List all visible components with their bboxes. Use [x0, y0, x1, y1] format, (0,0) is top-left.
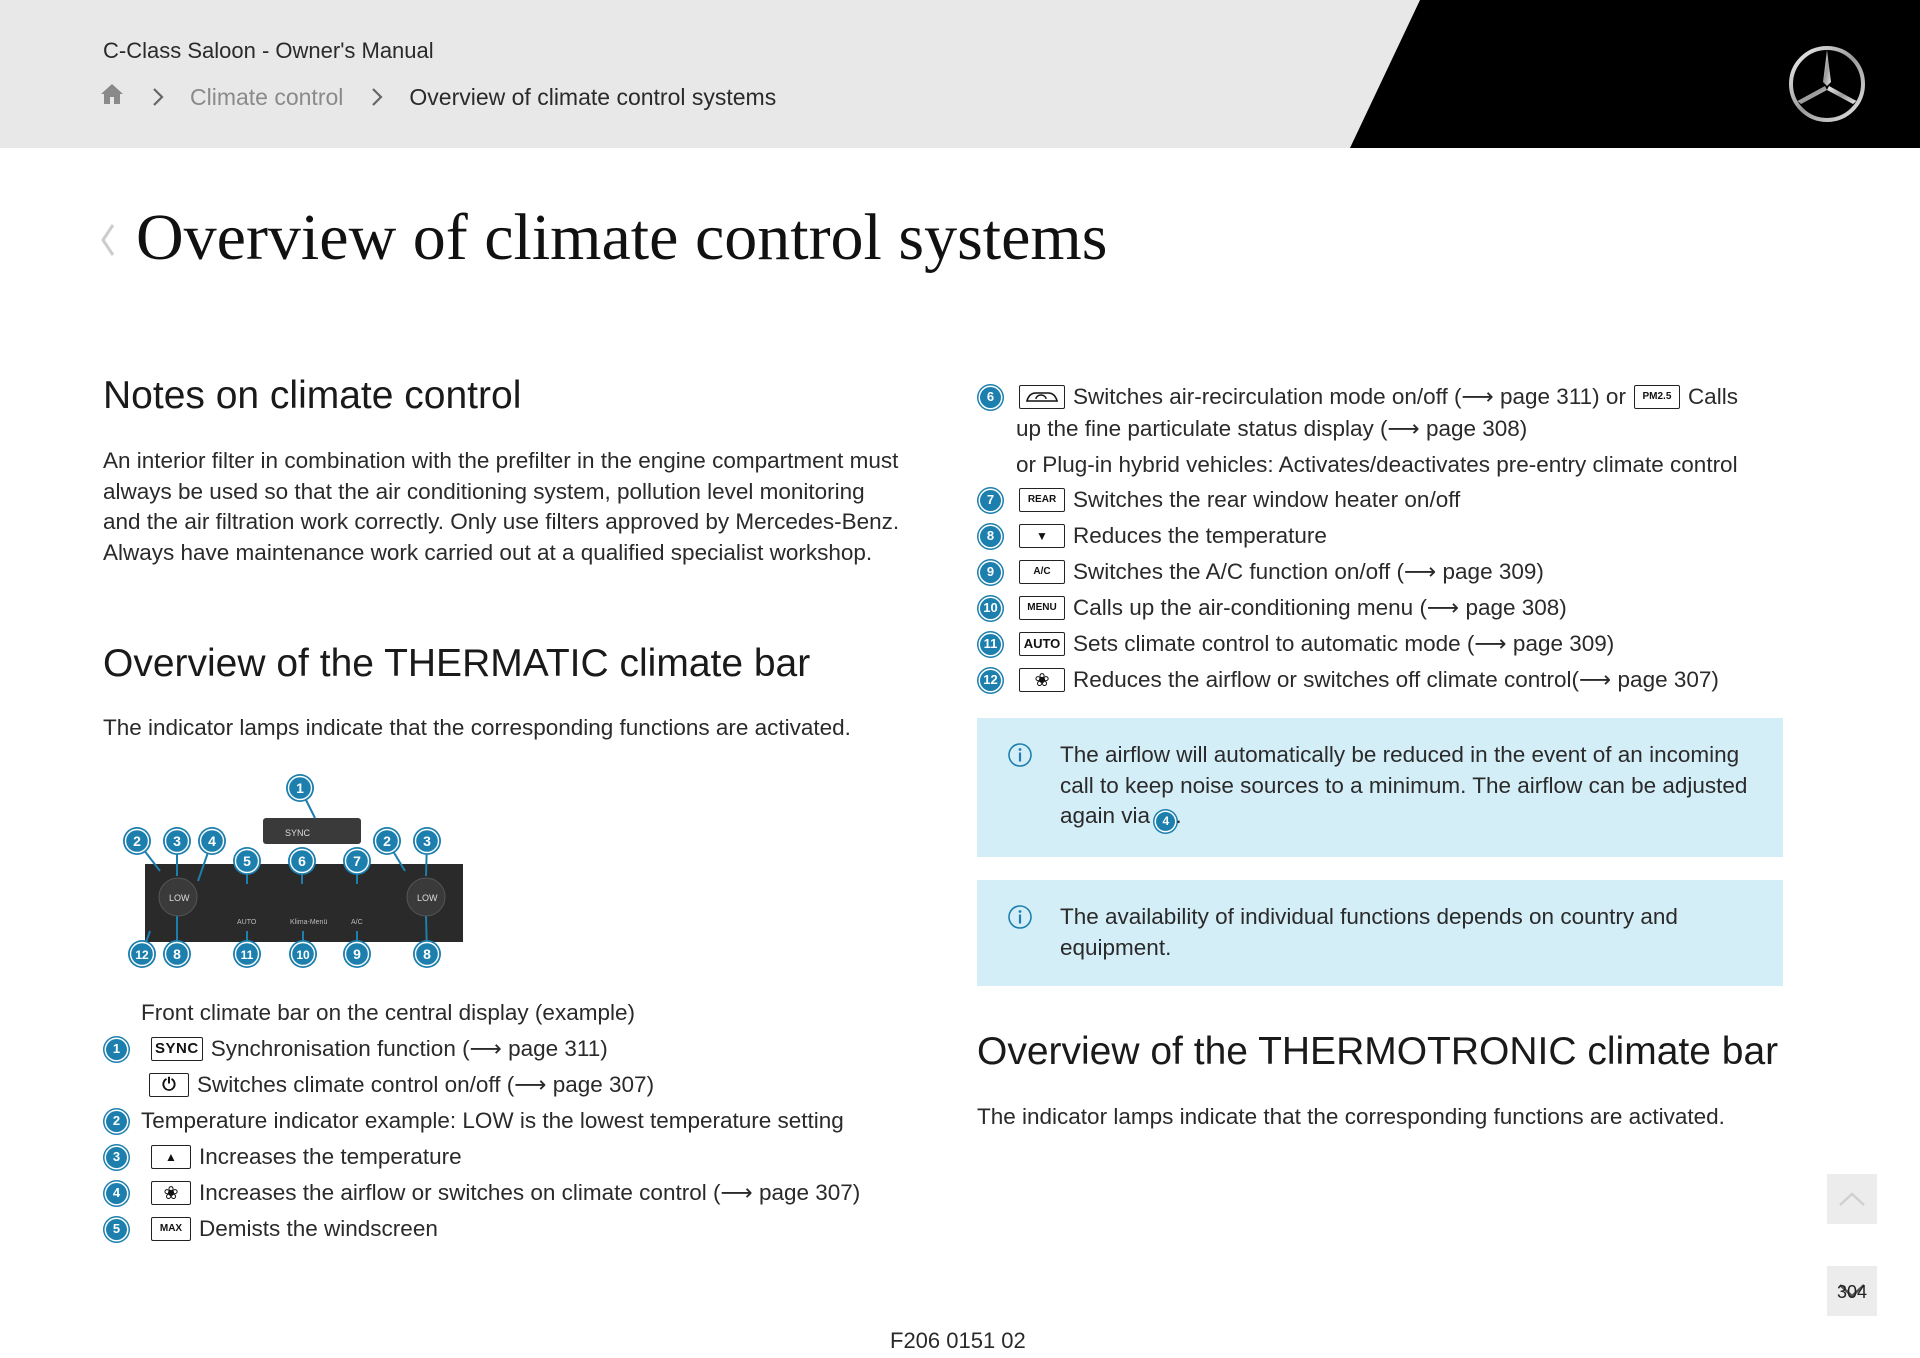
callout-number: 5 — [106, 1219, 127, 1240]
info-icon — [1007, 742, 1033, 773]
ac-label: A/C — [351, 919, 363, 926]
info-text-tail: . — [1175, 803, 1182, 828]
legend-item-6-hybrid — [1016, 450, 1738, 480]
back-chevron-icon[interactable] — [100, 222, 116, 263]
info-text-body: The airflow will automatically be reduced in the event of an incoming call to keep noise sources to a minimum. The airflow can be adjusted again via — [1060, 742, 1748, 828]
breadcrumb-link-climate-control[interactable]: Climate control — [190, 83, 344, 110]
legend-item-11 — [980, 629, 1614, 659]
legend-text: Demists the windscreen — [199, 1216, 438, 1241]
legend-text: Switches air-recirculation mode on/off (⟶ page 311) or — [1073, 384, 1626, 409]
callout-number: 2 — [106, 1111, 127, 1132]
fan-icon: ❀ — [1019, 668, 1065, 692]
legend-text: Synchronisation function (⟶ page 311) — [210, 1036, 608, 1061]
legend-text: Increases the temperature — [199, 1144, 462, 1169]
legend-item-6-cont — [1016, 414, 1527, 444]
callout-label: 6 — [298, 853, 306, 869]
legend-item-3 — [106, 1142, 462, 1172]
temperature-down-icon: ▼ — [1019, 524, 1065, 548]
legend-item-9 — [980, 557, 1544, 587]
legend-text: Calls — [1687, 384, 1738, 409]
callout-label: 2 — [133, 833, 141, 849]
section-heading-notes: Notes on climate control — [103, 374, 522, 417]
breadcrumb-current: Overview of climate control systems — [409, 83, 777, 110]
legend-item-4 — [106, 1178, 860, 1208]
page-title: Overview of climate control systems — [136, 201, 1108, 274]
thermotronic-intro: The indicator lamps indicate that the corresponding functions are activated. — [977, 1104, 1725, 1129]
callout-label: 10 — [296, 948, 310, 962]
page-number: 304 — [1837, 1282, 1868, 1302]
callout-label: 4 — [208, 833, 216, 849]
section-heading-thermatic: Overview of the THERMATIC climate bar — [103, 642, 811, 685]
info-text — [1060, 740, 1750, 832]
scroll-down-button[interactable] — [1827, 1266, 1877, 1316]
legend-text: Sets climate control to automatic mode (⟶ page 309) — [1073, 631, 1615, 656]
home-icon[interactable] — [100, 82, 124, 112]
auto-button-icon: AUTO — [1019, 632, 1065, 656]
illustration-caption: Front climate bar on the central display (example) — [141, 1000, 635, 1025]
callout-number: 9 — [980, 562, 1001, 583]
callout-label: 7 — [353, 853, 361, 869]
callout-number: 4 — [106, 1183, 127, 1204]
climate-menu-icon: MENU — [1019, 596, 1065, 620]
chevron-right-icon — [371, 87, 383, 107]
callout-label: 12 — [135, 948, 149, 962]
power-button-icon: ⏻ — [149, 1073, 189, 1097]
callout-label: 3 — [423, 833, 431, 849]
klima-label: Klima-Menü — [290, 919, 328, 926]
info-box-airflow — [977, 718, 1783, 857]
legend-text: Reduces the temperature — [1073, 523, 1327, 548]
legend-item-8 — [980, 521, 1327, 551]
chevron-right-icon — [152, 87, 164, 107]
legend-item-10 — [980, 593, 1567, 623]
callout-number: 6 — [980, 387, 1001, 408]
manual-title: C-Class Saloon - Owner's Manual — [103, 38, 434, 63]
callout-number: 10 — [980, 598, 1001, 619]
auto-label: AUTO — [237, 919, 257, 926]
legend-item-1 — [106, 1034, 608, 1064]
fan-icon: ❀ — [151, 1181, 191, 1205]
chevron-up-icon — [1838, 1191, 1866, 1207]
legend-item-7 — [980, 485, 1460, 515]
legend-item-power — [106, 1070, 654, 1100]
thermatic-intro: The indicator lamps indicate that the corresponding functions are activated. — [103, 715, 851, 740]
breadcrumb — [100, 80, 776, 114]
legend-text: Reduces the airflow or switches off climate control(⟶ page 307) — [1073, 667, 1719, 692]
mercedes-star-logo — [1787, 44, 1867, 124]
legend-item-2 — [106, 1106, 844, 1136]
legend-text: up the fine particulate status display (⟶ page 308) — [1016, 416, 1528, 441]
legend-text: Switches the rear window heater on/off — [1073, 487, 1461, 512]
sync-button-icon: SYNC — [151, 1037, 203, 1061]
callout-number: 11 — [980, 634, 1001, 655]
low-label-right: LOW — [417, 893, 438, 903]
callout-label: 5 — [243, 853, 251, 869]
scroll-up-button[interactable] — [1827, 1174, 1877, 1224]
pm25-icon: PM2.5 — [1634, 385, 1680, 409]
callout-label: 11 — [240, 948, 254, 962]
low-label-left: LOW — [169, 893, 190, 903]
header-bar — [0, 0, 1920, 148]
ac-button-icon: A/C — [1019, 560, 1065, 584]
footer-reference-code: F206 0151 02 — [890, 1328, 1026, 1353]
callout-number: 12 — [980, 670, 1001, 691]
temperature-up-icon: ▲ — [151, 1145, 191, 1169]
callout-label: 9 — [353, 946, 361, 962]
info-icon — [1007, 904, 1033, 935]
recirculation-icon — [1019, 385, 1065, 409]
legend-text: Temperature indicator example: LOW is the lowest temperature setting — [141, 1108, 844, 1133]
info-box-availability — [977, 880, 1783, 986]
legend-text: Switches the A/C function on/off (⟶ page 309) — [1073, 559, 1544, 584]
callout-number: 7 — [980, 490, 1001, 511]
notes-paragraph: An interior filter in combination with the prefilter in the engine compartment must always be used so that the air conditioning system, pollution level monitoring and the air filtration work correctly. Only use filters approved by Mercedes-Benz. Always have maintenance work carried out at a qualified specialist workshop. — [103, 448, 900, 565]
legend-text: Increases the airflow or switches on climate control (⟶ page 307) — [199, 1180, 861, 1205]
section-heading-thermotronic: Overview of the THERMOTRONIC climate bar — [977, 1030, 1779, 1073]
legend-text: Switches climate control on/off (⟶ page 307) — [197, 1072, 655, 1097]
legend-text: or Plug-in hybrid vehicles: Activates/deactivates pre-entry climate control — [1016, 452, 1738, 477]
callout-label: 8 — [423, 946, 431, 962]
callout-label: 2 — [383, 833, 391, 849]
windscreen-demist-icon: MAX — [151, 1217, 191, 1241]
legend-item-5 — [106, 1214, 438, 1244]
legend-item-12 — [980, 665, 1719, 695]
legend-item-6 — [980, 382, 1738, 412]
sync-label: SYNC — [285, 828, 311, 838]
climate-bar-illustration — [115, 766, 475, 976]
callout-number: 1 — [106, 1039, 127, 1060]
callout-label: 8 — [173, 946, 181, 962]
callout-number: 8 — [980, 526, 1001, 547]
callout-number: 3 — [106, 1147, 127, 1168]
rear-window-heater-icon: REAR — [1019, 488, 1065, 512]
callout-label: 1 — [296, 780, 304, 796]
callout-label: 3 — [173, 833, 181, 849]
callout-number: 4 — [1156, 812, 1175, 831]
info-text: The availability of individual functions depends on country and equipment. — [1060, 904, 1678, 960]
legend-text: Calls up the air-conditioning menu (⟶ page 308) — [1073, 595, 1567, 620]
